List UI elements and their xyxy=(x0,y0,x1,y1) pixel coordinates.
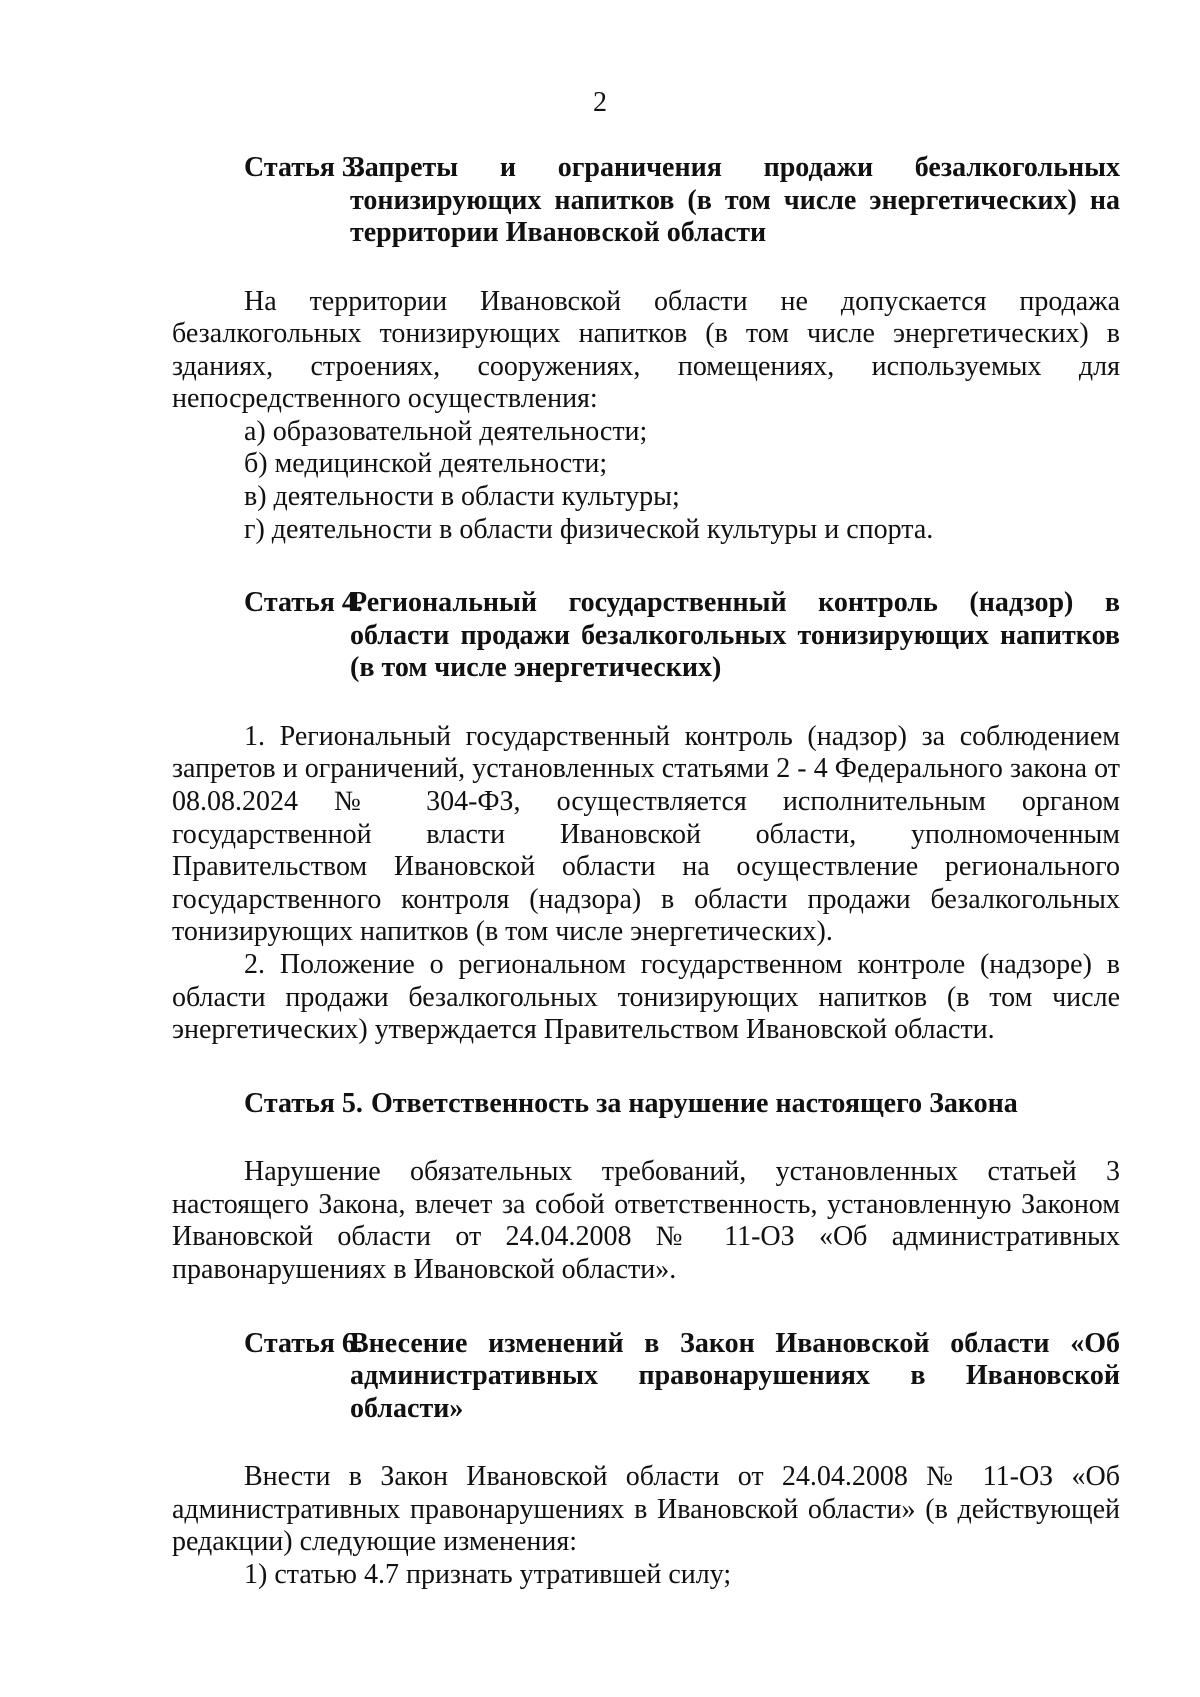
article-heading xyxy=(172,587,1120,685)
paragraph: На территории Ивановской области не допускается продажа безалкогольных тонизирующих напитков (в том числе энергетических) в зданиях, строениях, сооружениях, помещениях, используемых для непосредственного осуществления: xyxy=(172,285,1120,415)
article-heading xyxy=(172,152,1120,250)
paragraph: Внести в Закон Ивановской области от 24.04.2008 № 11-ОЗ «Об административных правонарушениях в Ивановской области» (в действующей редакции) следующие изменения: xyxy=(172,1461,1120,1558)
article-title: Запреты и ограничения продажи безалкогольных тонизирующих напитков (в том числе энергетических) на территории Ивановской области xyxy=(350,152,1120,248)
list-item: 1) статью 4.7 признать утратившей силу; xyxy=(244,1558,732,1590)
article-title: Внесение изменений в Закон Ивановской области «Об административных правонарушениях в Ивановской области» xyxy=(350,1327,1120,1424)
paragraph: 2. Положение о региональном государственном контроле (надзоре) в области продажи безалкогольных тонизирующих напитков (в том числе энергетических) утверждается Правительством Ивановской области. xyxy=(172,948,1120,1046)
article-3 xyxy=(172,152,1120,546)
article-heading xyxy=(172,1088,1120,1121)
article-number: Статья 6. xyxy=(244,1327,363,1359)
article-6 xyxy=(172,1328,1120,1592)
article-title: Региональный государственный контроль (надзор) в области продажи безалкогольных тонизирующих напитков (в том числе энергетических) xyxy=(350,587,1120,684)
list-item: г) деятельности в области физической культуры и спорта. xyxy=(244,513,934,545)
article-number: Статья 3. xyxy=(244,152,363,183)
list-item: б) медицинской деятельности; xyxy=(244,448,608,480)
paragraph: Нарушение обязательных требований, установленных статьей 3 настоящего Закона, влечет за собой ответственность, установленную Законом Ивановской области от 24.04.2008 № 11-ОЗ «Об административных правонарушениях в Ивановской области». xyxy=(172,1156,1120,1285)
article-4 xyxy=(172,587,1120,1046)
article-5 xyxy=(172,1088,1120,1287)
document-body xyxy=(172,152,1120,1591)
article-number: Статья 5. xyxy=(244,1087,363,1119)
list-item: а) образовательной деятельности; xyxy=(244,415,648,447)
article-number: Статья 4. xyxy=(244,587,363,619)
paragraph: 1. Региональный государственный контроль (надзор) за соблюдением запретов и ограничений, установленных статьями 2 - 4 Федерального закона от 08.08.2024 № 304-ФЗ, осуществляется исполнительным органом государственной власти Ивановской области, уполномоченным Правительством Ивановской области на осуществление регионального государственного контроля (надзора) в области продажи безалкогольных тонизирующих напитков (в том числе энергетических). xyxy=(172,720,1120,948)
article-title: Ответственность за нарушение настоящего Закона xyxy=(370,1087,1018,1119)
page-number: 2 xyxy=(593,87,607,118)
article-heading xyxy=(172,1328,1120,1426)
list-item: в) деятельности в области культуры; xyxy=(244,481,680,513)
